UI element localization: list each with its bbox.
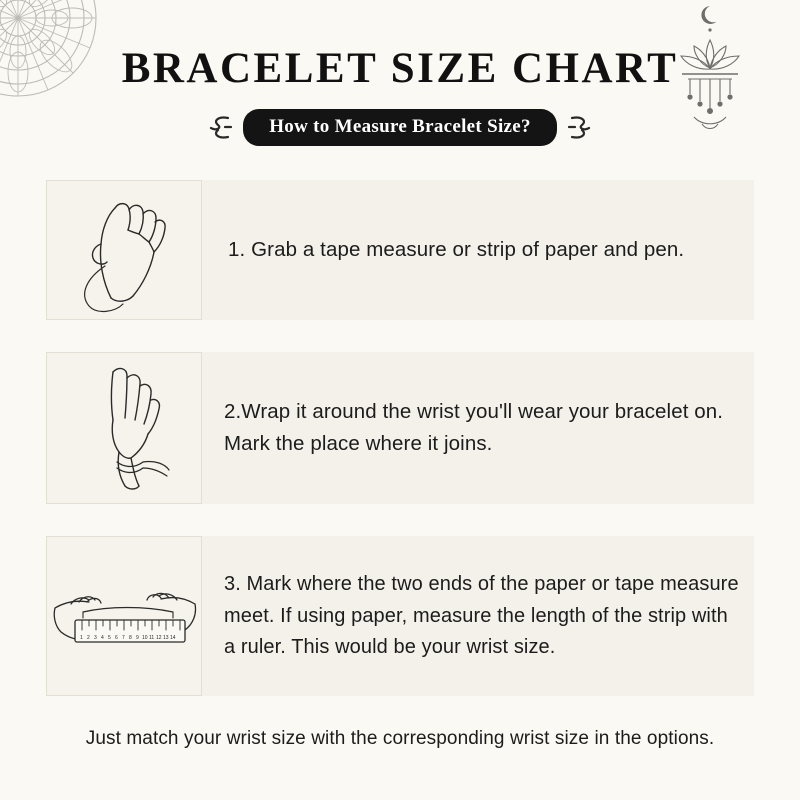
- svg-text:10: 10: [142, 635, 148, 642]
- subtitle-row: [0, 109, 800, 146]
- steps-list: [0, 180, 800, 696]
- step-2-text: 2.Wrap it around the wrist you'll wear your bracelet on. Mark the place where it joins.: [224, 400, 724, 456]
- step-3-text: 3. Mark where the two ends of the paper or tape measure meet. If using paper, measure the length of the strip with a ruler. This would be your wrist size.: [224, 573, 739, 659]
- svg-text:4: 4: [101, 635, 104, 642]
- subtitle-badge: How to Measure Bracelet Size?: [243, 109, 557, 146]
- svg-text:3: 3: [94, 635, 97, 642]
- footer-note: Just match your wrist size with the corresponding wrist size in the options.: [85, 728, 715, 750]
- list-item: [46, 352, 754, 504]
- list-item: [46, 536, 754, 696]
- svg-text:2: 2: [87, 635, 90, 642]
- list-item: [46, 180, 754, 320]
- svg-text:5: 5: [108, 635, 111, 642]
- page-title: BRACELET SIZE CHART: [121, 45, 679, 92]
- svg-text:11: 11: [149, 635, 155, 642]
- flourish-left-ornament: [207, 113, 233, 143]
- hand-wrapped-tape-illustration: [49, 358, 199, 498]
- svg-text:14: 14: [170, 635, 176, 642]
- hand-fist-with-tape-illustration: [49, 186, 199, 314]
- svg-text:12: 12: [156, 635, 162, 642]
- svg-text:6: 6: [115, 635, 118, 642]
- svg-text:13: 13: [163, 635, 169, 642]
- page-header: [0, 0, 800, 146]
- step-1-figure: [46, 180, 202, 320]
- hands-measuring-ruler-illustration: [49, 546, 199, 686]
- step-1-text: 1. Grab a tape measure or strip of paper and pen.: [228, 238, 685, 262]
- svg-text:9: 9: [136, 635, 139, 642]
- svg-text:1: 1: [80, 635, 83, 642]
- svg-text:7: 7: [122, 635, 125, 642]
- svg-text:8: 8: [129, 635, 132, 642]
- step-2-figure: [46, 352, 202, 504]
- flourish-right-ornament: [567, 113, 593, 143]
- step-3-figure: [46, 536, 202, 696]
